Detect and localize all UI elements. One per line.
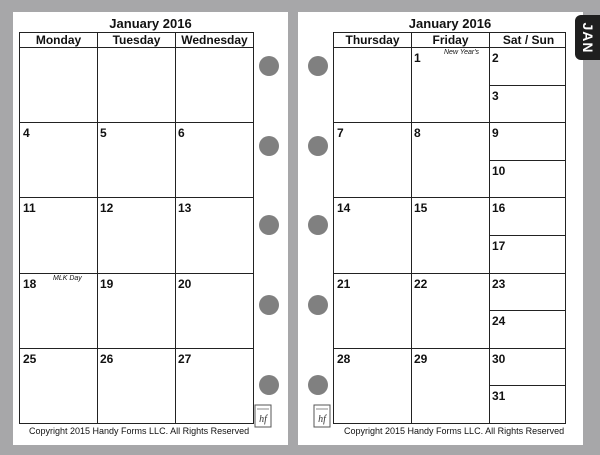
binder-hole: [308, 56, 328, 76]
day-number: 28: [337, 351, 351, 366]
binder-hole: [308, 295, 328, 315]
day-number: 4: [23, 126, 30, 141]
holiday-note: MLK Day: [53, 274, 82, 282]
day-number: 9: [492, 126, 499, 141]
grid-row-line: [334, 348, 565, 349]
header-wednesday: Wednesday: [181, 33, 248, 47]
grid-column-line: [175, 33, 176, 423]
day-number: 5: [100, 126, 107, 141]
binder-hole: [259, 295, 279, 315]
day-number: 3: [492, 88, 499, 103]
handy-forms-logo: [313, 404, 331, 428]
grid-row-line: [334, 273, 565, 274]
day-number: 10: [492, 163, 506, 178]
day-number: 30: [492, 351, 506, 366]
header-monday: Monday: [35, 33, 82, 47]
binder-hole: [308, 215, 328, 235]
day-number: 31: [492, 389, 506, 404]
holiday-note: New Year's: [444, 49, 480, 56]
day-number: 11: [23, 201, 36, 216]
day-number: 17: [492, 239, 506, 253]
day-number: 7: [337, 126, 344, 141]
right-calendar-grid: [333, 32, 566, 424]
day-number: 18: [23, 276, 37, 291]
right-copyright: Copyright 2015 Handy Forms LLC. All Rights Reserved: [344, 426, 565, 436]
day-number: 1: [414, 51, 421, 65]
day-number: 27: [178, 351, 192, 366]
day-number: 21: [337, 276, 351, 291]
svg-text:hf: hf: [259, 414, 267, 425]
grid-row-line: [20, 122, 253, 123]
left-page: [13, 12, 288, 445]
handy-forms-logo: [254, 404, 272, 428]
weekend-split-line: [489, 85, 565, 86]
binder-hole: [259, 136, 279, 156]
day-number: 16: [492, 201, 506, 216]
day-number: 20: [178, 276, 192, 291]
header-divider: [334, 47, 565, 48]
day-number: 2: [492, 51, 499, 65]
grid-row-line: [20, 273, 253, 274]
binder-hole: [308, 136, 328, 156]
day-number: 23: [492, 276, 506, 291]
day-number: 6: [178, 126, 185, 141]
day-number: 12: [100, 201, 114, 216]
binder-hole: [308, 375, 328, 395]
grid-column-line: [411, 33, 412, 423]
grid-column-line: [489, 33, 490, 423]
header-thursday: Thursday: [345, 33, 400, 47]
weekend-split-line: [489, 235, 565, 236]
weekend-split-line: [489, 310, 565, 311]
header-friday: Friday: [432, 33, 469, 47]
grid-row-line: [20, 348, 253, 349]
left-page-title: January 2016: [109, 16, 192, 31]
month-tab[interactable]: [575, 15, 600, 60]
weekend-split-line: [489, 160, 565, 161]
grid-row-line: [20, 197, 253, 198]
left-calendar-grid: [19, 32, 254, 424]
day-number: 15: [414, 201, 428, 216]
day-number: 29: [414, 351, 428, 366]
month-tab-label: JAN: [579, 21, 596, 54]
grid-row-line: [334, 122, 565, 123]
weekend-split-line: [489, 385, 565, 386]
grid-column-line: [97, 33, 98, 423]
day-number: 19: [100, 276, 114, 291]
day-number: 14: [337, 201, 351, 216]
binder-hole: [259, 375, 279, 395]
day-number: 24: [492, 314, 506, 329]
day-number: 13: [178, 201, 192, 216]
header-sat-sun: Sat / Sun: [502, 33, 555, 47]
right-page-title: January 2016: [408, 16, 492, 31]
header-divider: [20, 47, 253, 48]
day-number: 8: [414, 126, 421, 141]
day-number: 26: [100, 351, 114, 366]
grid-row-line: [334, 197, 565, 198]
binder-hole: [259, 56, 279, 76]
right-page: [298, 12, 583, 445]
day-number: 25: [23, 351, 37, 366]
left-copyright: Copyright 2015 Handy Forms LLC. All Rights Reserved: [29, 426, 250, 436]
day-number: 22: [414, 276, 428, 291]
svg-text:hf: hf: [318, 414, 326, 425]
binder-hole: [259, 215, 279, 235]
header-tuesday: Tuesday: [112, 33, 161, 47]
